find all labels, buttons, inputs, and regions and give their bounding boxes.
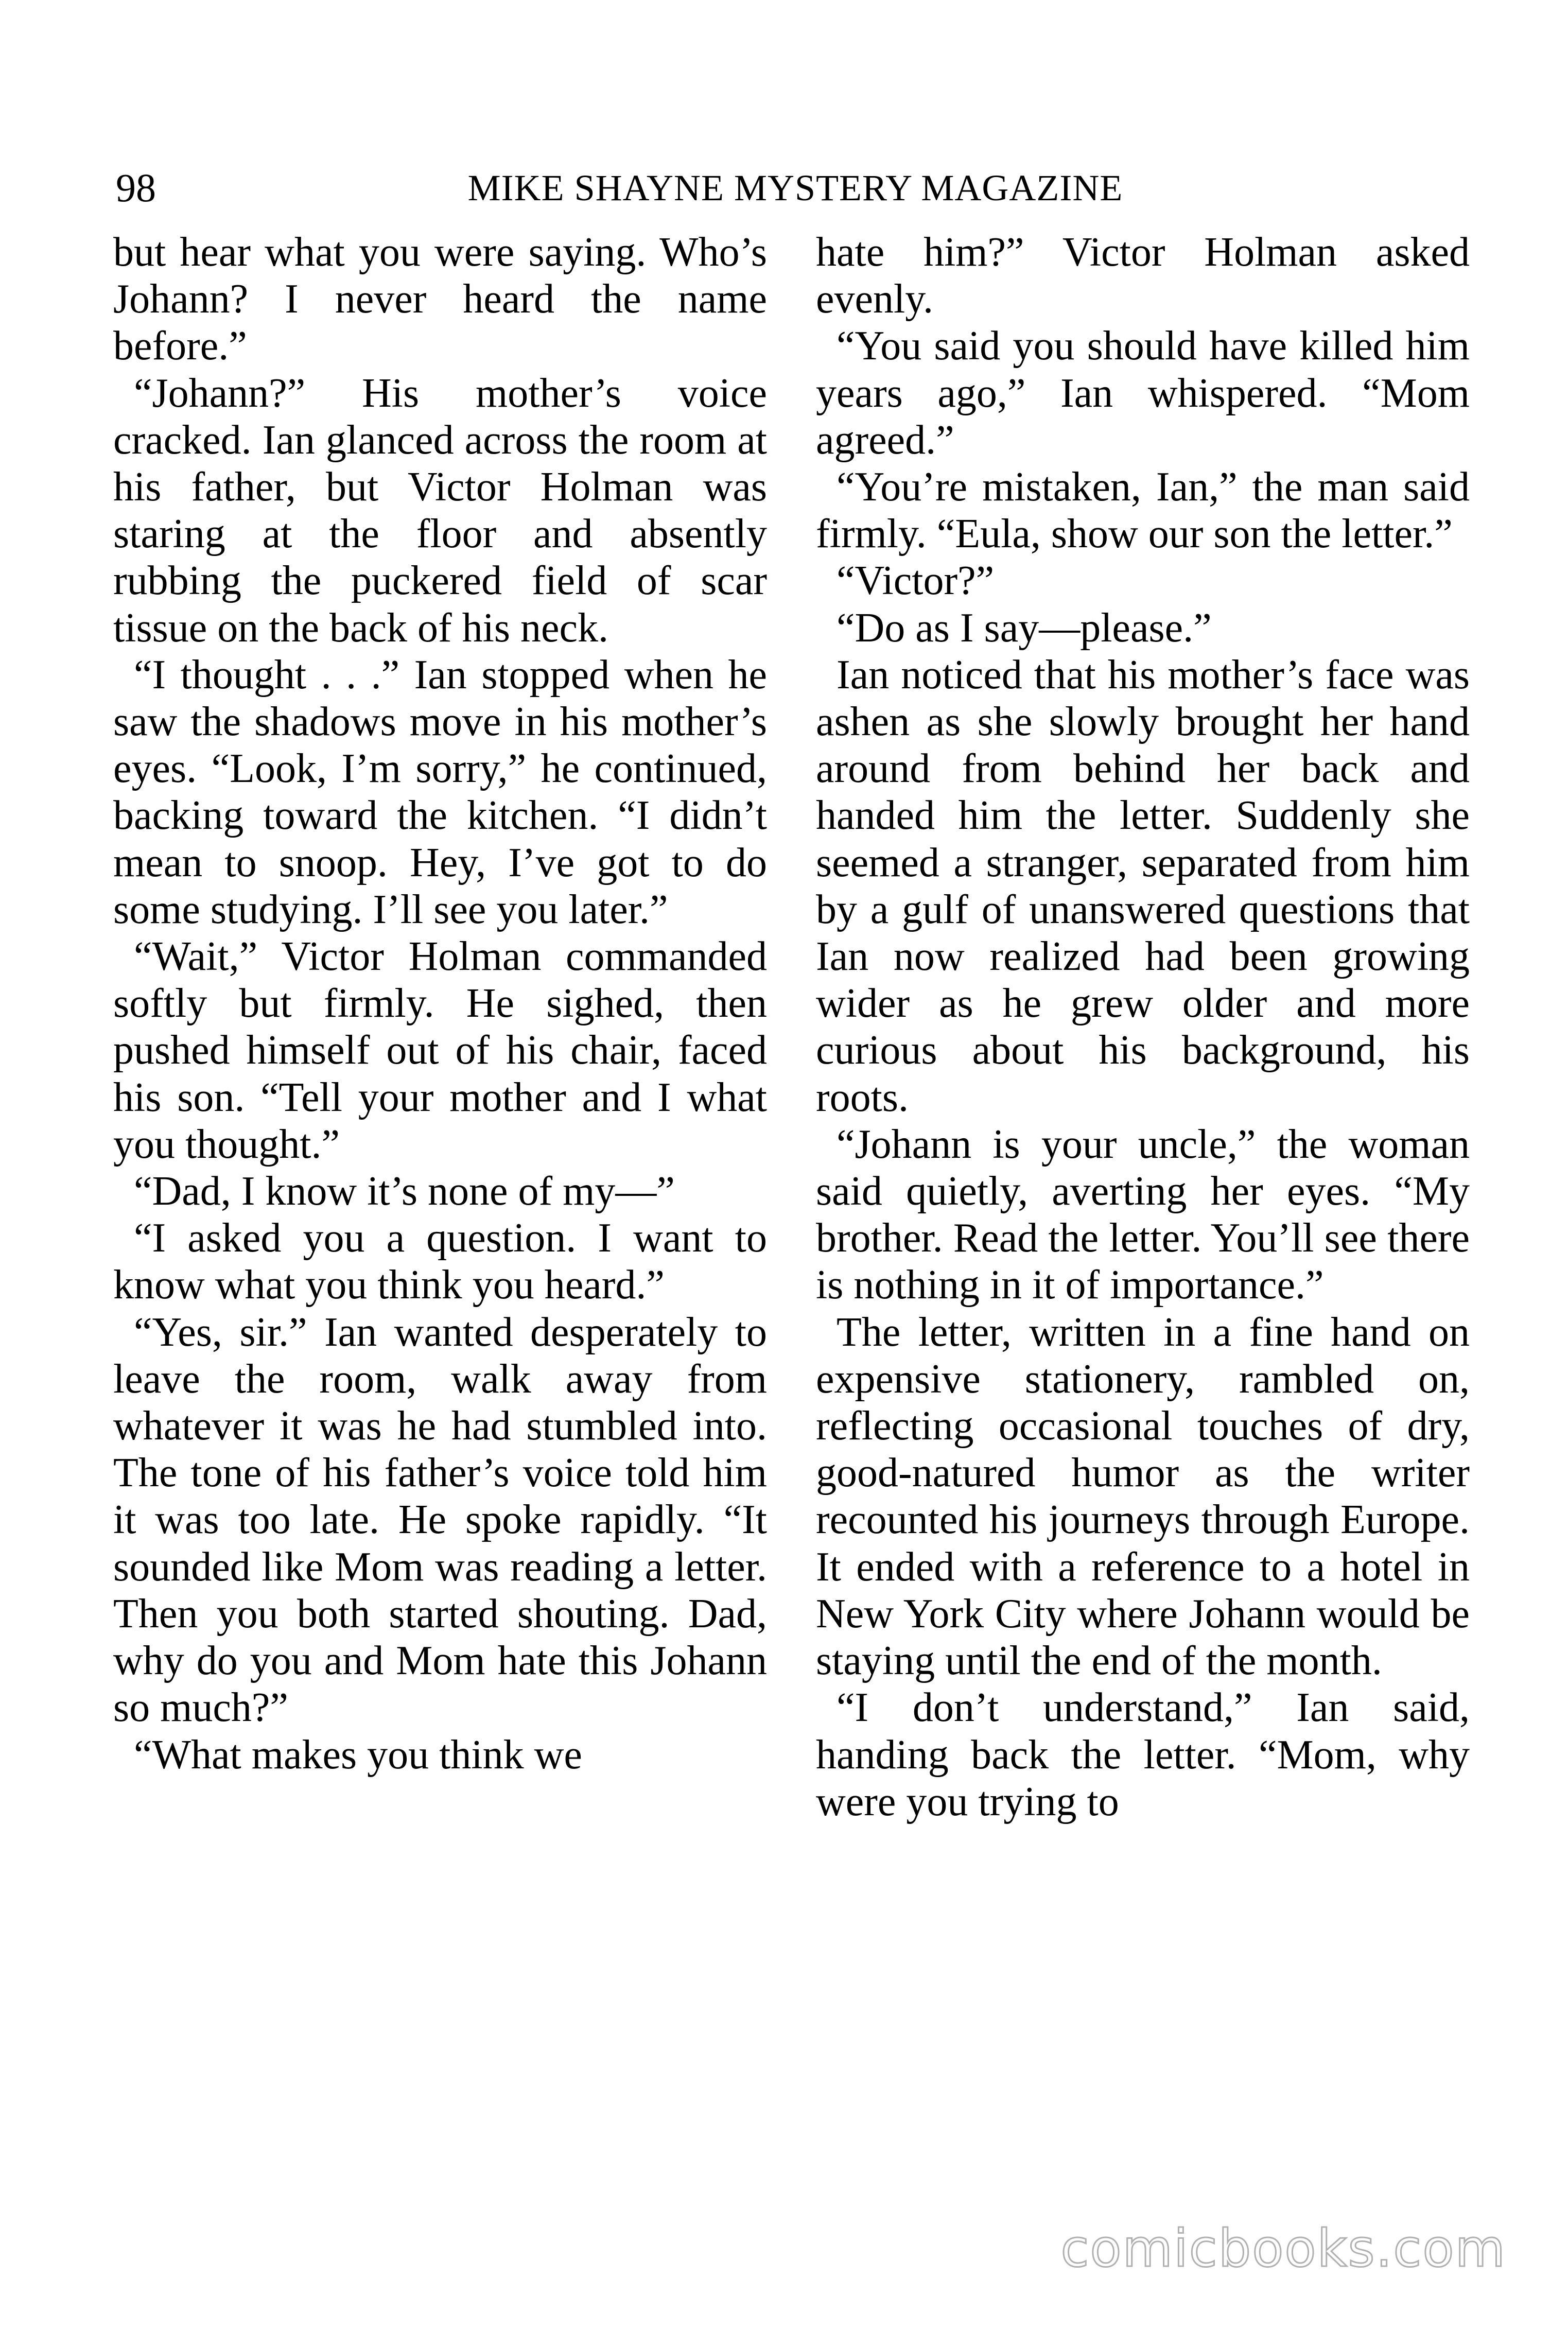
paragraph: “Yes, sir.” Ian wanted desperately to leave the room, walk away from whatever it was he had stumbled into. The tone of his father’s voice told him it was too late. He spoke rapidly. “It sounded like Mom was reading a letter. Then you both started shouting. Dad, why do you and Mom hate this Johann so much?”	[113, 1309, 767, 1731]
paragraph: The letter, written in a fine hand on expensive stationery, rambled on, reflecting occasional touches of dry, good-natured humor as the writer recounted his journeys through Europe. It ended with a reference to a hotel in New York City where Johann would be staying until the end of the month.	[816, 1309, 1470, 1684]
left-column	[113, 229, 767, 1779]
paragraph: “Dad, I know it’s none of my—”	[134, 1169, 675, 1214]
paragraph: “What makes you think we	[134, 1732, 582, 1778]
paragraph: “Wait,” Victor Holman commanded softly but firmly. He sighed, then pushed himself out of his chair, faced his son. “Tell your mother and I what you thought.”	[113, 934, 767, 1167]
paragraph: “Johann?” His mother’s voice cracked. Ian glanced across the room at his father, but Victor Holman was staring at the floor and absently rubbing the puckered field of scar tissue on the back of his neck.	[113, 370, 767, 651]
paragraph: hate him?” Victor Holman asked evenly.	[816, 230, 1470, 322]
paragraph: “I don’t understand,” Ian said, handing back the letter. “Mom, why were you trying to	[816, 1685, 1470, 1824]
paragraph: “You’re mistaken, Ian,” the man said firmly. “Eula, show our son the letter.”	[816, 464, 1470, 557]
page-header	[116, 162, 1470, 224]
paragraph: “I asked you a question. I want to know what you think you heard.”	[113, 1215, 767, 1308]
paragraph: “Johann is your uncle,” the woman said quietly, averting her eyes. “My brother. Read the letter. You’ll see there is nothing in it of importance.”	[816, 1121, 1470, 1308]
paragraph: Ian noticed that his mother’s face was ashen as she slowly brought her hand around from behind her back and handed him the letter. Suddenly she seemed a stranger, separated from him by a gulf of unanswered questions that Ian now realized had been growing wider as he grew older and more curious about his background, his roots.	[816, 652, 1470, 1120]
paragraph: “Do as I say—please.”	[837, 605, 1212, 651]
paragraph: but hear what you were saying. Who’s Johann? I never heard the name before.”	[113, 230, 767, 369]
right-column	[816, 229, 1470, 1825]
page-number: 98	[116, 165, 156, 210]
watermark: comicbooks.com	[1060, 2218, 1506, 2279]
running-title: MIKE SHAYNE MYSTERY MAGAZINE	[467, 167, 1123, 208]
paragraph: “Victor?”	[837, 558, 995, 604]
paragraph: “You said you should have killed him years ago,” Ian whispered. “Mom agreed.”	[816, 323, 1470, 463]
paragraph: “I thought . . .” Ian stopped when he saw the shadows move in his mother’s eyes. “Look, I’m sorry,” he continued, backing toward the kitchen. “I didn’t mean to snoop. Hey, I’ve got to do some studying. I’ll see you later.”	[113, 652, 767, 932]
